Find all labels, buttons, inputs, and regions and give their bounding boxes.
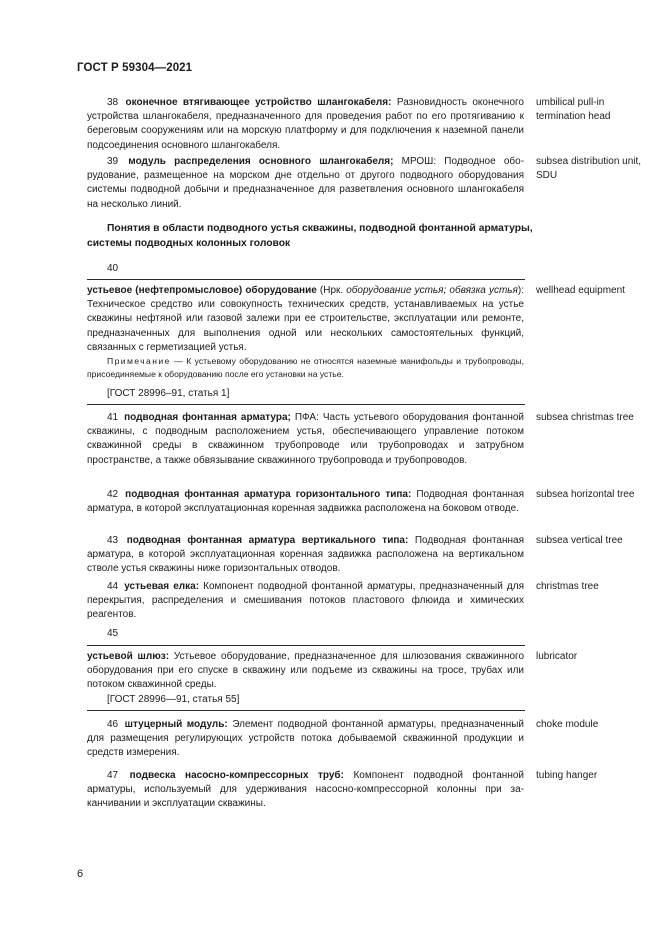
english-equivalent: umbilical pull-in termination head bbox=[536, 97, 611, 123]
box-top-rule bbox=[87, 279, 525, 280]
english-equivalent: lubricator bbox=[536, 651, 578, 662]
term-entry-40: устьевое (нефтепромысловое) оборудование (Нрк. оборудование устья; обвязка устья): Техническое средство или совокупность технических средств, устанавливаемых на устье скважины нефтяной или газовой залежи при ее строительстве, эксплуатации или ремонте, предназначенных для выполнения одной или нескольких самостоятельных функций, связанных с герметизацией устья. bbox=[87, 285, 524, 353]
note-label: Примечание bbox=[107, 356, 171, 366]
english-equivalent: wellhead equipment bbox=[536, 285, 625, 296]
term-definition: Подводная фонтанная арматура, в которой эксплуатационная коренная задвижка расположена на вертикальном стволе устья скважины ниже горизонтальных отводов. bbox=[87, 535, 525, 575]
term-name: подвеска насосно-компрессорных труб: bbox=[129, 770, 344, 781]
box-top-rule bbox=[87, 645, 525, 646]
term-entry-45 bbox=[87, 650, 524, 693]
term-number: 42 bbox=[107, 489, 119, 500]
term-number: 43 bbox=[107, 535, 119, 546]
term-name: модуль распределения основного шлангокабеля; bbox=[128, 156, 394, 167]
term-definition: Техническое средство или совокупность технических средств, устанавливаемых на устье скважины нефтяной или газовой залежи при ее строительстве, эксплуатации или ремонте, предназначенных для выполнения одной или нескольких самостоятельных функций, связанных с герметизацией устья. bbox=[87, 299, 524, 353]
english-equivalent: subsea horizontal tree bbox=[536, 489, 635, 500]
term-entry-43 bbox=[87, 534, 524, 577]
term-number: 44 bbox=[107, 581, 119, 592]
term-definition: Компонент подводной фонтанной арматуры, предназначенный для перекрытия, распределения и смешивания потоков пластового флюида и химических реагентов. bbox=[87, 581, 524, 621]
term-name: штуцерный модуль: bbox=[124, 719, 228, 730]
english-equivalent: subsea christmas tree bbox=[536, 412, 634, 423]
term-number: 46 bbox=[107, 719, 119, 730]
deprecated-synonyms: оборудование устья; обвязка устья bbox=[346, 285, 518, 296]
term-number-45: 45 bbox=[107, 628, 119, 639]
term-name: подводная фонтанная арматура; bbox=[124, 412, 291, 423]
term-definition: Элемент подводной фонтанной арматуры, предназначенный для размещения регулирующих устройств потока добываемой скважинной продукции и средств измерения. bbox=[87, 719, 525, 759]
term-name: оконечное втягивающее устройство шлангокабеля: bbox=[125, 97, 392, 108]
term-entry-44 bbox=[87, 580, 524, 623]
note-text: — К устьевому оборудованию не относятся наземные манифольды и трубопроводы, присоединяемые к оборудованию после его установки на устье. bbox=[87, 356, 524, 379]
english-equivalent: choke module bbox=[536, 719, 599, 730]
term-entry-41 bbox=[87, 411, 524, 468]
term-entry-42 bbox=[87, 488, 524, 516]
standard-header: ГОСТ Р 59304—2021 bbox=[77, 62, 193, 74]
english-equivalent: tubing hanger bbox=[536, 770, 598, 781]
term-name: устьевое (нефтепромысловое) оборудование bbox=[87, 285, 317, 296]
source-reference: [ГОСТ 28996—91, статья 55] bbox=[107, 694, 240, 705]
term-entry-39 bbox=[87, 155, 524, 212]
term-number-40: 40 bbox=[107, 263, 119, 274]
box-bottom-rule bbox=[87, 710, 525, 711]
section-title: Понятия в области подводного устья скважины, подводной фонтанной арматуры, системы подводных колонных головок bbox=[87, 223, 533, 249]
term-name: устьевая елка: bbox=[124, 581, 200, 592]
source-reference: [ГОСТ 28996–91, статья 1] bbox=[107, 388, 230, 399]
term-entry-47 bbox=[87, 769, 524, 812]
term-definition: Устьевое оборудование, предназначенное для шлюзования скважинного оборудования при его спуске в скважину или подъеме из скважины на тросе, трубах или потоком скважинной среды. bbox=[87, 651, 525, 691]
term-number: 39 bbox=[107, 156, 119, 167]
term-number: 41 bbox=[107, 412, 119, 423]
term-definition: ПФА: Часть устьевого оборудования фонтанной скважины, с подводным расположением устья, обеспечивающего управление потоком скважинной среды в скважинном трубопроводе или трубопроводах и затрубном пространстве, а также обвязывание скважинного трубопровода и трубопроводов. bbox=[87, 412, 525, 466]
page-number: 6 bbox=[77, 868, 84, 880]
term-entry-46 bbox=[87, 718, 524, 761]
english-equivalent: subsea vertical tree bbox=[536, 535, 623, 546]
term-definition: Компонент подводной фонтанной арматуры, используемый для удерживания насосно-компрессорной колонны при заканчивании и эксплуатации скважины. bbox=[87, 770, 524, 810]
english-equivalent: subsea distribution unit, SDU bbox=[536, 156, 642, 182]
english-equivalent: christmas tree bbox=[536, 581, 599, 592]
box-bottom-rule bbox=[87, 404, 525, 405]
term-definition: МРОШ: Подводное оборудование, размещенное на морском дне отдельно от другого подводного оборудования системы подводной добычи и предназначенное для разветвления основного шлангокабеля на несколько линий. bbox=[87, 156, 525, 210]
term-name: подводная фонтанная арматура вертикального типа: bbox=[126, 535, 409, 546]
term-definition: Подводная фонтанная арматура, в которой эксплуатационная коренная задвижка расположена на боковом отводе. bbox=[87, 489, 524, 515]
term-entry-38 bbox=[87, 96, 524, 153]
term-definition: Разновидность оконечного устройства шлангокабеля, предназначенного для проведения работ по его протягиванию к береговым сооружениям или на морскую платформу и для подключения к наземной панели подсоединения основного шлангокабеля. bbox=[87, 97, 524, 151]
term-name: устьевой шлюз: bbox=[87, 651, 170, 662]
term-number: 38 bbox=[107, 97, 119, 108]
note bbox=[87, 355, 524, 380]
term-number: 47 bbox=[107, 770, 119, 781]
term-name: подводная фонтанная арматура горизонтального типа: bbox=[125, 489, 412, 500]
